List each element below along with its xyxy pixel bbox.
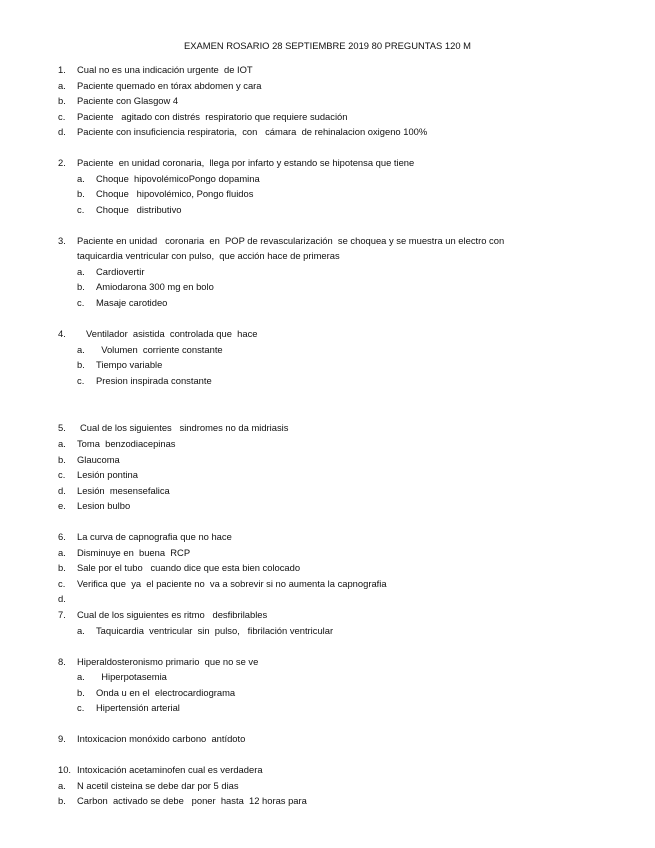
option-text: Masaje carotideo bbox=[96, 297, 168, 308]
option-marker: c. bbox=[77, 204, 85, 215]
question-text: Intoxicación acetaminofen cual es verdadera bbox=[77, 764, 263, 775]
option-marker: a. bbox=[58, 547, 66, 558]
option-text: Tiempo variable bbox=[96, 359, 163, 370]
question-number: 4. bbox=[58, 328, 66, 339]
exam-title: EXAMEN ROSARIO 28 SEPTIEMBRE 2019 80 PREGUNTAS 120 M bbox=[184, 40, 471, 51]
option-marker: c. bbox=[77, 297, 85, 308]
question-number: 1. bbox=[58, 64, 66, 75]
question-text: Ventilador asistida controlada que hace bbox=[86, 328, 258, 339]
option-text: Verifica que ya el paciente no va a sobrevir si no aumenta la capnografia bbox=[77, 578, 387, 589]
option-marker: d. bbox=[58, 126, 66, 137]
option-marker: d. bbox=[58, 485, 66, 496]
option-marker: a. bbox=[58, 438, 66, 449]
option-text: N acetil cisteina se debe dar por 5 dias bbox=[77, 780, 239, 791]
option-marker: a. bbox=[58, 80, 66, 91]
option-text: Presion inspirada constante bbox=[96, 375, 212, 386]
option-text: Glaucoma bbox=[77, 454, 120, 465]
option-marker: c. bbox=[58, 578, 66, 589]
question-text: Cual de los siguientes sindromes no da midriasis bbox=[80, 422, 289, 433]
option-text: Sale por el tubo cuando dice que esta bien colocado bbox=[77, 562, 301, 573]
option-text: Choque distributivo bbox=[96, 204, 182, 215]
option-marker: a. bbox=[77, 625, 85, 636]
question-number: 9. bbox=[58, 733, 66, 744]
option-marker: a. bbox=[58, 780, 66, 791]
option-marker: a. bbox=[77, 266, 85, 277]
option-text: Paciente quemado en tórax abdomen y cara bbox=[77, 80, 262, 91]
option-marker: b. bbox=[77, 359, 85, 370]
option-text: Toma benzodiacepinas bbox=[77, 438, 176, 449]
question-number: 7. bbox=[58, 609, 66, 620]
option-marker: b. bbox=[58, 795, 66, 806]
option-marker: b. bbox=[77, 188, 85, 199]
option-marker: c. bbox=[77, 375, 85, 386]
option-text: Paciente con insuficiencia respiratoria, con cámara de rehinalacion oxigeno 100% bbox=[77, 126, 428, 137]
option-text: Lesión pontina bbox=[77, 469, 138, 480]
option-marker: b. bbox=[77, 281, 85, 292]
option-text: Choque hipovolémico, Pongo fluidos bbox=[96, 188, 254, 199]
option-text: Amiodarona 300 mg en bolo bbox=[96, 281, 214, 292]
option-marker: b. bbox=[58, 562, 66, 573]
question-text: Cual de los siguientes es ritmo desfibrilables bbox=[77, 609, 268, 620]
question-number: 2. bbox=[58, 157, 66, 168]
option-text: Lesión mesensefalica bbox=[77, 485, 170, 496]
question-text: Paciente en unidad coronaria en POP de revascularización se choquea y se muestra un electro con bbox=[77, 235, 505, 246]
option-text: Paciente agitado con distrés respiratorio que requiere sudación bbox=[77, 111, 348, 122]
question-number: 8. bbox=[58, 656, 66, 667]
option-text: Hipertensión arterial bbox=[96, 702, 180, 713]
option-marker: c. bbox=[77, 702, 85, 713]
option-text: Taquicardia ventricular sin pulso, fibrilación ventricular bbox=[96, 625, 334, 636]
option-text: Onda u en el electrocardiograma bbox=[96, 687, 236, 698]
option-marker: b. bbox=[58, 454, 66, 465]
option-marker: b. bbox=[58, 95, 66, 106]
option-marker: e. bbox=[58, 500, 66, 511]
option-marker: a. bbox=[77, 344, 85, 355]
option-marker: c. bbox=[58, 111, 66, 122]
option-marker: a. bbox=[77, 671, 85, 682]
question-text: La curva de capnografia que no hace bbox=[77, 531, 232, 542]
option-text: Volumen corriente constante bbox=[96, 344, 223, 355]
question-text: Hiperaldosteronismo primario que no se ve bbox=[77, 656, 259, 667]
option-text: Paciente con Glasgow 4 bbox=[77, 95, 179, 106]
option-text: Lesion bulbo bbox=[77, 500, 131, 511]
option-text: Choque hipovolémicoPongo dopamina bbox=[96, 173, 260, 184]
option-marker: d. bbox=[58, 593, 66, 604]
question-text: Intoxicacion monóxido carbono antídoto bbox=[77, 733, 246, 744]
option-text: Hiperpotasemia bbox=[96, 671, 167, 682]
question-text: Paciente en unidad coronaria, llega por infarto y estando se hipotensa que tiene bbox=[77, 157, 415, 168]
question-number: 6. bbox=[58, 531, 66, 542]
option-marker: b. bbox=[77, 687, 85, 698]
option-text: Disminuye en buena RCP bbox=[77, 547, 191, 558]
option-marker: a. bbox=[77, 173, 85, 184]
question-number: 10. bbox=[58, 764, 72, 775]
question-number: 3. bbox=[58, 235, 66, 246]
option-text: Carbon activado se debe poner hasta 12 horas para bbox=[77, 795, 307, 806]
option-text: Cardiovertir bbox=[96, 266, 145, 277]
question-number: 5. bbox=[58, 422, 66, 433]
option-marker: c. bbox=[58, 469, 66, 480]
question-text: Cual no es una indicación urgente de IOT bbox=[77, 64, 253, 75]
question-text: taquicardia ventricular con pulso, que acción hace de primeras bbox=[77, 250, 340, 261]
